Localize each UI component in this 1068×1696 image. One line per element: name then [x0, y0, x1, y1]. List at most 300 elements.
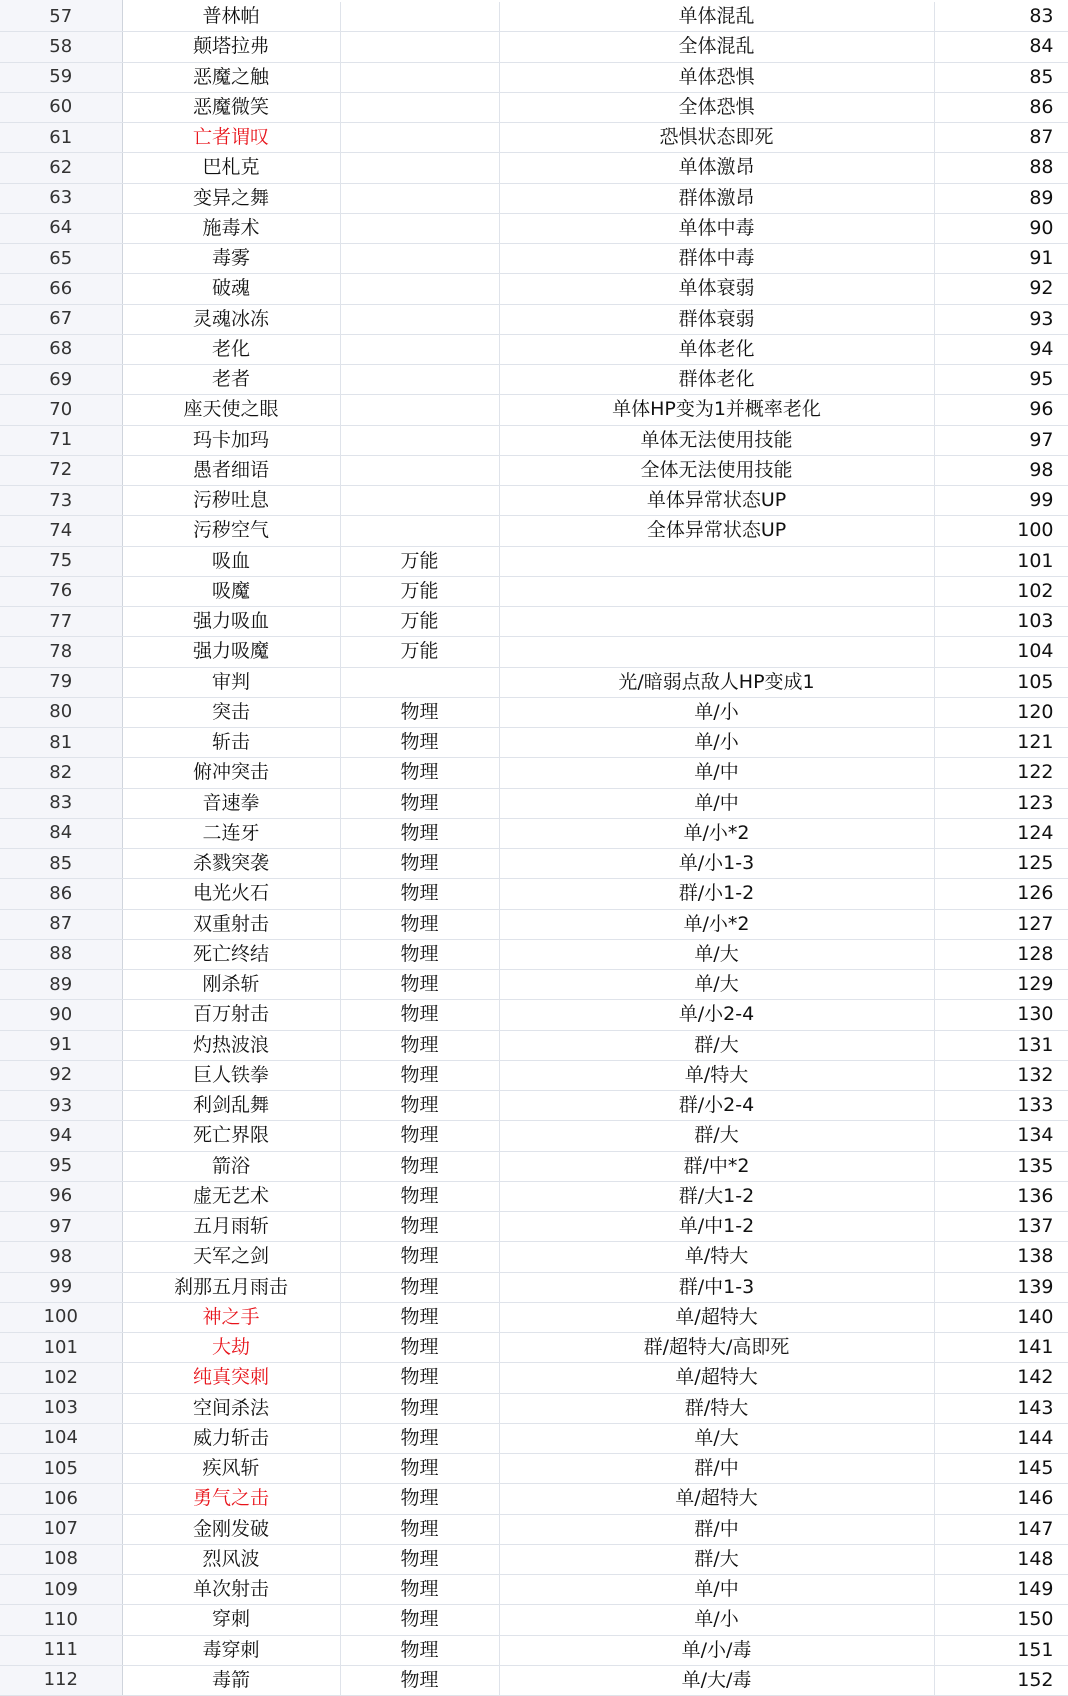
skill-effect-cell[interactable]: 群/大 — [499, 1030, 934, 1060]
skill-id-cell[interactable]: 135 — [934, 1151, 1068, 1181]
skill-effect-cell[interactable]: 单/小2-4 — [499, 1000, 934, 1030]
row-number[interactable]: 98 — [0, 1242, 122, 1272]
table-row[interactable] — [0, 1605, 1068, 1635]
skill-name-cell[interactable]: 疾风斩 — [122, 1454, 340, 1484]
skill-id-cell[interactable]: 99 — [934, 486, 1068, 516]
table-row[interactable] — [0, 2, 1068, 32]
skill-name-cell[interactable]: 巴札克 — [122, 153, 340, 183]
skill-type-cell[interactable] — [340, 304, 499, 334]
row-number[interactable]: 101 — [0, 1333, 122, 1363]
skill-type-cell[interactable]: 物理 — [340, 1030, 499, 1060]
skill-effect-cell[interactable]: 群体老化 — [499, 365, 934, 395]
skill-id-cell[interactable]: 129 — [934, 970, 1068, 1000]
skill-type-cell[interactable]: 物理 — [340, 879, 499, 909]
skill-id-cell[interactable]: 145 — [934, 1454, 1068, 1484]
skill-type-cell[interactable]: 物理 — [340, 818, 499, 848]
skill-id-cell[interactable]: 137 — [934, 1212, 1068, 1242]
row-number[interactable]: 61 — [0, 123, 122, 153]
skill-id-cell[interactable]: 104 — [934, 637, 1068, 667]
skill-type-cell[interactable] — [340, 455, 499, 485]
row-number[interactable]: 103 — [0, 1393, 122, 1423]
skill-effect-cell[interactable]: 群/中 — [499, 1514, 934, 1544]
skill-name-cell[interactable]: 普林帕 — [122, 2, 340, 32]
table-row[interactable] — [0, 1060, 1068, 1090]
skill-id-cell[interactable]: 126 — [934, 879, 1068, 909]
skill-id-cell[interactable]: 147 — [934, 1514, 1068, 1544]
skill-name-cell[interactable]: 勇气之击 — [122, 1484, 340, 1514]
skill-effect-cell[interactable]: 群体中毒 — [499, 244, 934, 274]
table-row[interactable] — [0, 1635, 1068, 1665]
skill-id-cell[interactable]: 140 — [934, 1302, 1068, 1332]
table-row[interactable] — [0, 455, 1068, 485]
skill-id-cell[interactable]: 95 — [934, 365, 1068, 395]
skill-type-cell[interactable] — [340, 365, 499, 395]
skill-name-cell[interactable]: 俯冲突击 — [122, 758, 340, 788]
skill-effect-cell[interactable]: 群体衰弱 — [499, 304, 934, 334]
skill-name-cell[interactable]: 百万射击 — [122, 1000, 340, 1030]
skill-effect-cell[interactable]: 单/小*2 — [499, 818, 934, 848]
skill-id-cell[interactable]: 130 — [934, 1000, 1068, 1030]
skill-effect-cell[interactable]: 单/特大 — [499, 1242, 934, 1272]
row-number[interactable]: 86 — [0, 879, 122, 909]
row-number[interactable]: 110 — [0, 1605, 122, 1635]
skill-id-cell[interactable]: 127 — [934, 909, 1068, 939]
row-number[interactable]: 92 — [0, 1060, 122, 1090]
skill-name-cell[interactable]: 污秽空气 — [122, 516, 340, 546]
skill-effect-cell[interactable]: 群/超特大/高即死 — [499, 1333, 934, 1363]
skill-id-cell[interactable]: 123 — [934, 788, 1068, 818]
skill-name-cell[interactable]: 五月雨斩 — [122, 1212, 340, 1242]
skill-effect-cell[interactable]: 单体恐惧 — [499, 62, 934, 92]
row-number[interactable]: 96 — [0, 1181, 122, 1211]
skill-id-cell[interactable]: 121 — [934, 728, 1068, 758]
skill-effect-cell[interactable]: 单/大 — [499, 970, 934, 1000]
skill-id-cell[interactable]: 149 — [934, 1575, 1068, 1605]
table-row[interactable] — [0, 153, 1068, 183]
table-row[interactable] — [0, 1484, 1068, 1514]
skill-effect-cell[interactable]: 光/暗弱点敌人HP变成1 — [499, 667, 934, 697]
row-number[interactable]: 73 — [0, 486, 122, 516]
row-number[interactable]: 87 — [0, 909, 122, 939]
table-row[interactable] — [0, 637, 1068, 667]
table-row[interactable] — [0, 62, 1068, 92]
skill-id-cell[interactable]: 93 — [934, 304, 1068, 334]
skill-id-cell[interactable]: 89 — [934, 183, 1068, 213]
skill-type-cell[interactable]: 物理 — [340, 1302, 499, 1332]
row-number[interactable]: 89 — [0, 970, 122, 1000]
skill-effect-cell[interactable]: 单体混乱 — [499, 2, 934, 32]
skill-id-cell[interactable]: 152 — [934, 1665, 1068, 1695]
table-row[interactable] — [0, 758, 1068, 788]
skill-id-cell[interactable]: 124 — [934, 818, 1068, 848]
skill-effect-cell[interactable]: 单体中毒 — [499, 213, 934, 243]
table-row[interactable] — [0, 1363, 1068, 1393]
table-row[interactable] — [0, 1151, 1068, 1181]
table-row[interactable] — [0, 1544, 1068, 1574]
table-row[interactable] — [0, 1575, 1068, 1605]
row-number[interactable]: 67 — [0, 304, 122, 334]
skill-id-cell[interactable]: 125 — [934, 849, 1068, 879]
skill-id-cell[interactable]: 88 — [934, 153, 1068, 183]
skill-type-cell[interactable]: 万能 — [340, 637, 499, 667]
table-row[interactable] — [0, 183, 1068, 213]
skill-name-cell[interactable]: 强力吸魔 — [122, 637, 340, 667]
table-row[interactable] — [0, 123, 1068, 153]
table-row[interactable] — [0, 607, 1068, 637]
skill-type-cell[interactable]: 物理 — [340, 909, 499, 939]
skill-effect-cell[interactable] — [499, 576, 934, 606]
skill-effect-cell[interactable]: 单/小 — [499, 728, 934, 758]
skill-effect-cell[interactable]: 群/中*2 — [499, 1151, 934, 1181]
skill-name-cell[interactable]: 利剑乱舞 — [122, 1091, 340, 1121]
row-number[interactable]: 72 — [0, 455, 122, 485]
skill-type-cell[interactable] — [340, 92, 499, 122]
skill-id-cell[interactable]: 136 — [934, 1181, 1068, 1211]
row-number[interactable]: 81 — [0, 728, 122, 758]
skill-id-cell[interactable]: 150 — [934, 1605, 1068, 1635]
skill-name-cell[interactable]: 强力吸血 — [122, 607, 340, 637]
skill-name-cell[interactable]: 电光火石 — [122, 879, 340, 909]
row-number[interactable]: 111 — [0, 1635, 122, 1665]
skill-effect-cell[interactable]: 单体无法使用技能 — [499, 425, 934, 455]
table-row[interactable] — [0, 697, 1068, 727]
skill-type-cell[interactable]: 物理 — [340, 1181, 499, 1211]
skill-type-cell[interactable]: 物理 — [340, 1272, 499, 1302]
skill-type-cell[interactable]: 物理 — [340, 1635, 499, 1665]
table-row[interactable] — [0, 274, 1068, 304]
skill-name-cell[interactable]: 死亡终结 — [122, 939, 340, 969]
table-row[interactable] — [0, 818, 1068, 848]
row-number[interactable]: 60 — [0, 92, 122, 122]
row-number[interactable]: 79 — [0, 667, 122, 697]
skill-id-cell[interactable]: 146 — [934, 1484, 1068, 1514]
row-number[interactable]: 75 — [0, 546, 122, 576]
skill-name-cell[interactable]: 金刚发破 — [122, 1514, 340, 1544]
skill-effect-cell[interactable]: 单/大 — [499, 939, 934, 969]
skill-type-cell[interactable] — [340, 395, 499, 425]
skill-name-cell[interactable]: 玛卡加玛 — [122, 425, 340, 455]
table-row[interactable] — [0, 576, 1068, 606]
skill-type-cell[interactable]: 物理 — [340, 758, 499, 788]
table-row[interactable] — [0, 546, 1068, 576]
skill-effect-cell[interactable]: 单体老化 — [499, 334, 934, 364]
row-number[interactable]: 97 — [0, 1212, 122, 1242]
table-row[interactable] — [0, 1423, 1068, 1453]
skill-effect-cell[interactable]: 群/中 — [499, 1454, 934, 1484]
row-number[interactable]: 80 — [0, 697, 122, 727]
skill-id-cell[interactable]: 142 — [934, 1363, 1068, 1393]
row-number[interactable]: 62 — [0, 153, 122, 183]
skill-name-cell[interactable]: 变异之舞 — [122, 183, 340, 213]
row-number[interactable]: 105 — [0, 1454, 122, 1484]
skill-type-cell[interactable]: 万能 — [340, 546, 499, 576]
row-number[interactable]: 94 — [0, 1121, 122, 1151]
skill-id-cell[interactable]: 98 — [934, 455, 1068, 485]
skill-effect-cell[interactable]: 单体激昂 — [499, 153, 934, 183]
skill-type-cell[interactable]: 物理 — [340, 1393, 499, 1423]
skill-id-cell[interactable]: 92 — [934, 274, 1068, 304]
skill-type-cell[interactable]: 物理 — [340, 1575, 499, 1605]
table-row[interactable] — [0, 1212, 1068, 1242]
row-number[interactable]: 59 — [0, 62, 122, 92]
skill-effect-cell[interactable]: 单/特大 — [499, 1060, 934, 1090]
skill-effect-cell[interactable]: 群/大1-2 — [499, 1181, 934, 1211]
skill-name-cell[interactable]: 恶魔之触 — [122, 62, 340, 92]
table-row[interactable] — [0, 1121, 1068, 1151]
skill-type-cell[interactable]: 物理 — [340, 1363, 499, 1393]
skill-type-cell[interactable]: 物理 — [340, 1121, 499, 1151]
skill-id-cell[interactable]: 144 — [934, 1423, 1068, 1453]
skill-name-cell[interactable]: 烈风波 — [122, 1544, 340, 1574]
skill-effect-cell[interactable]: 单/中 — [499, 1575, 934, 1605]
table-row[interactable] — [0, 939, 1068, 969]
skill-effect-cell[interactable]: 群/中1-3 — [499, 1272, 934, 1302]
skill-type-cell[interactable] — [340, 153, 499, 183]
skill-type-cell[interactable] — [340, 213, 499, 243]
skill-type-cell[interactable]: 物理 — [340, 788, 499, 818]
row-number[interactable]: 65 — [0, 244, 122, 274]
skill-type-cell[interactable]: 物理 — [340, 728, 499, 758]
skill-name-cell[interactable]: 污秽吐息 — [122, 486, 340, 516]
row-number[interactable]: 99 — [0, 1272, 122, 1302]
skill-name-cell[interactable]: 老化 — [122, 334, 340, 364]
row-number[interactable]: 112 — [0, 1665, 122, 1695]
row-number[interactable]: 64 — [0, 213, 122, 243]
skill-id-cell[interactable]: 138 — [934, 1242, 1068, 1272]
skill-type-cell[interactable] — [340, 62, 499, 92]
skill-name-cell[interactable]: 刹那五月雨击 — [122, 1272, 340, 1302]
skill-type-cell[interactable]: 物理 — [340, 849, 499, 879]
skill-id-cell[interactable]: 96 — [934, 395, 1068, 425]
row-number[interactable]: 74 — [0, 516, 122, 546]
skill-type-cell[interactable]: 物理 — [340, 1212, 499, 1242]
table-row[interactable] — [0, 1242, 1068, 1272]
skill-type-cell[interactable] — [340, 274, 499, 304]
skill-type-cell[interactable]: 物理 — [340, 1454, 499, 1484]
table-row[interactable] — [0, 1030, 1068, 1060]
row-number[interactable]: 69 — [0, 365, 122, 395]
skill-name-cell[interactable]: 穿刺 — [122, 1605, 340, 1635]
skill-id-cell[interactable]: 122 — [934, 758, 1068, 788]
skill-effect-cell[interactable] — [499, 607, 934, 637]
skill-effect-cell[interactable]: 单体HP变为1并概率老化 — [499, 395, 934, 425]
row-number[interactable]: 63 — [0, 183, 122, 213]
skill-type-cell[interactable]: 物理 — [340, 1060, 499, 1090]
skill-name-cell[interactable]: 天军之剑 — [122, 1242, 340, 1272]
table-row[interactable] — [0, 1514, 1068, 1544]
skill-name-cell[interactable]: 空间杀法 — [122, 1393, 340, 1423]
skill-type-cell[interactable]: 物理 — [340, 1091, 499, 1121]
skill-name-cell[interactable]: 虚无艺术 — [122, 1181, 340, 1211]
skill-type-cell[interactable]: 物理 — [340, 1544, 499, 1574]
table-row[interactable] — [0, 849, 1068, 879]
skill-name-cell[interactable]: 箭浴 — [122, 1151, 340, 1181]
row-number[interactable]: 58 — [0, 32, 122, 62]
skill-name-cell[interactable]: 音速拳 — [122, 788, 340, 818]
skill-name-cell[interactable]: 刚杀斩 — [122, 970, 340, 1000]
skill-name-cell[interactable]: 死亡界限 — [122, 1121, 340, 1151]
skill-name-cell[interactable]: 恶魔微笑 — [122, 92, 340, 122]
skill-name-cell[interactable]: 颠塔拉弗 — [122, 32, 340, 62]
skill-type-cell[interactable]: 万能 — [340, 576, 499, 606]
skill-effect-cell[interactable]: 单/小1-3 — [499, 849, 934, 879]
skill-id-cell[interactable]: 120 — [934, 697, 1068, 727]
skill-effect-cell[interactable]: 全体恐惧 — [499, 92, 934, 122]
skill-id-cell[interactable]: 105 — [934, 667, 1068, 697]
skill-type-cell[interactable]: 物理 — [340, 1665, 499, 1695]
skill-effect-cell[interactable]: 群/小2-4 — [499, 1091, 934, 1121]
skill-effect-cell[interactable]: 单/大 — [499, 1423, 934, 1453]
row-number[interactable]: 82 — [0, 758, 122, 788]
skill-effect-cell[interactable]: 单/小 — [499, 1605, 934, 1635]
skill-id-cell[interactable]: 101 — [934, 546, 1068, 576]
skill-id-cell[interactable]: 103 — [934, 607, 1068, 637]
skill-name-cell[interactable]: 毒雾 — [122, 244, 340, 274]
row-number[interactable]: 68 — [0, 334, 122, 364]
skill-type-cell[interactable] — [340, 516, 499, 546]
skill-type-cell[interactable] — [340, 667, 499, 697]
row-number[interactable]: 78 — [0, 637, 122, 667]
skill-id-cell[interactable]: 141 — [934, 1333, 1068, 1363]
row-number[interactable]: 88 — [0, 939, 122, 969]
row-number[interactable]: 100 — [0, 1302, 122, 1332]
skill-effect-cell[interactable]: 群/小1-2 — [499, 879, 934, 909]
skill-id-cell[interactable]: 131 — [934, 1030, 1068, 1060]
skill-name-cell[interactable]: 吸血 — [122, 546, 340, 576]
table-row[interactable] — [0, 92, 1068, 122]
table-row[interactable] — [0, 1272, 1068, 1302]
skill-effect-cell[interactable]: 单/小/毒 — [499, 1635, 934, 1665]
skill-type-cell[interactable]: 物理 — [340, 1151, 499, 1181]
skill-id-cell[interactable]: 90 — [934, 213, 1068, 243]
skill-type-cell[interactable]: 万能 — [340, 607, 499, 637]
table-row[interactable] — [0, 1333, 1068, 1363]
skill-name-cell[interactable]: 二连牙 — [122, 818, 340, 848]
skill-name-cell[interactable]: 巨人铁拳 — [122, 1060, 340, 1090]
skill-effect-cell[interactable]: 群/大 — [499, 1544, 934, 1574]
table-row[interactable] — [0, 909, 1068, 939]
skill-name-cell[interactable]: 威力斩击 — [122, 1423, 340, 1453]
table-row[interactable] — [0, 879, 1068, 909]
skill-type-cell[interactable] — [340, 425, 499, 455]
skill-effect-cell[interactable]: 单/大/毒 — [499, 1665, 934, 1695]
table-row[interactable] — [0, 244, 1068, 274]
skill-id-cell[interactable]: 86 — [934, 92, 1068, 122]
skill-type-cell[interactable] — [340, 486, 499, 516]
skill-effect-cell[interactable]: 群/特大 — [499, 1393, 934, 1423]
skill-name-cell[interactable]: 破魂 — [122, 274, 340, 304]
table-row[interactable] — [0, 1302, 1068, 1332]
skill-name-cell[interactable]: 单次射击 — [122, 1575, 340, 1605]
skill-name-cell[interactable]: 双重射击 — [122, 909, 340, 939]
skill-name-cell[interactable]: 突击 — [122, 697, 340, 727]
table-row[interactable] — [0, 1454, 1068, 1484]
table-row[interactable] — [0, 425, 1068, 455]
skill-effect-cell[interactable]: 单/超特大 — [499, 1302, 934, 1332]
skill-id-cell[interactable]: 102 — [934, 576, 1068, 606]
skill-effect-cell[interactable] — [499, 546, 934, 576]
skill-type-cell[interactable]: 物理 — [340, 1000, 499, 1030]
skill-type-cell[interactable] — [340, 2, 499, 32]
skill-name-cell[interactable]: 神之手 — [122, 1302, 340, 1332]
row-number[interactable]: 104 — [0, 1423, 122, 1453]
skill-type-cell[interactable] — [340, 123, 499, 153]
skill-name-cell[interactable]: 斩击 — [122, 728, 340, 758]
row-number[interactable]: 66 — [0, 274, 122, 304]
skill-type-cell[interactable]: 物理 — [340, 970, 499, 1000]
skill-id-cell[interactable]: 148 — [934, 1544, 1068, 1574]
skill-effect-cell[interactable]: 单/超特大 — [499, 1363, 934, 1393]
row-number[interactable]: 70 — [0, 395, 122, 425]
skill-id-cell[interactable]: 83 — [934, 2, 1068, 32]
skill-effect-cell[interactable]: 恐惧状态即死 — [499, 123, 934, 153]
skill-type-cell[interactable]: 物理 — [340, 1333, 499, 1363]
row-number[interactable]: 90 — [0, 1000, 122, 1030]
row-number[interactable]: 106 — [0, 1484, 122, 1514]
skill-name-cell[interactable]: 灵魂冰冻 — [122, 304, 340, 334]
skill-name-cell[interactable]: 纯真突刺 — [122, 1363, 340, 1393]
skill-type-cell[interactable]: 物理 — [340, 939, 499, 969]
skill-type-cell[interactable]: 物理 — [340, 1514, 499, 1544]
skill-id-cell[interactable]: 139 — [934, 1272, 1068, 1302]
table-row[interactable] — [0, 365, 1068, 395]
skill-id-cell[interactable]: 134 — [934, 1121, 1068, 1151]
row-number[interactable]: 107 — [0, 1514, 122, 1544]
skill-effect-cell[interactable]: 全体混乱 — [499, 32, 934, 62]
table-row[interactable] — [0, 667, 1068, 697]
skill-effect-cell[interactable]: 单/小*2 — [499, 909, 934, 939]
skill-name-cell[interactable]: 亡者谓叹 — [122, 123, 340, 153]
table-row[interactable] — [0, 1393, 1068, 1423]
table-row[interactable] — [0, 1091, 1068, 1121]
table-row[interactable] — [0, 516, 1068, 546]
table-row[interactable] — [0, 1181, 1068, 1211]
skill-effect-cell[interactable]: 单体异常状态UP — [499, 486, 934, 516]
skill-id-cell[interactable]: 91 — [934, 244, 1068, 274]
table-row[interactable] — [0, 788, 1068, 818]
table-row[interactable] — [0, 395, 1068, 425]
skill-effect-cell[interactable]: 单/超特大 — [499, 1484, 934, 1514]
skill-name-cell[interactable]: 老者 — [122, 365, 340, 395]
skill-type-cell[interactable]: 物理 — [340, 1484, 499, 1514]
skill-id-cell[interactable]: 132 — [934, 1060, 1068, 1090]
skill-effect-cell[interactable]: 单/小 — [499, 697, 934, 727]
table-row[interactable] — [0, 728, 1068, 758]
row-number[interactable]: 85 — [0, 849, 122, 879]
skill-id-cell[interactable]: 100 — [934, 516, 1068, 546]
skill-id-cell[interactable]: 84 — [934, 32, 1068, 62]
row-number[interactable]: 83 — [0, 788, 122, 818]
skill-type-cell[interactable] — [340, 334, 499, 364]
table-row[interactable] — [0, 970, 1068, 1000]
skill-effect-cell[interactable]: 全体异常状态UP — [499, 516, 934, 546]
skill-id-cell[interactable]: 97 — [934, 425, 1068, 455]
row-number[interactable]: 108 — [0, 1544, 122, 1574]
skill-effect-cell[interactable]: 单/中1-2 — [499, 1212, 934, 1242]
skill-name-cell[interactable]: 吸魔 — [122, 576, 340, 606]
skill-type-cell[interactable]: 物理 — [340, 1605, 499, 1635]
row-number[interactable]: 109 — [0, 1575, 122, 1605]
table-row[interactable] — [0, 213, 1068, 243]
skill-type-cell[interactable]: 物理 — [340, 1423, 499, 1453]
skill-effect-cell[interactable]: 单/中 — [499, 788, 934, 818]
skill-effect-cell[interactable] — [499, 637, 934, 667]
skill-name-cell[interactable]: 毒穿刺 — [122, 1635, 340, 1665]
skill-effect-cell[interactable]: 群体激昂 — [499, 183, 934, 213]
row-number[interactable]: 93 — [0, 1091, 122, 1121]
table-row[interactable] — [0, 1665, 1068, 1695]
skill-type-cell[interactable] — [340, 32, 499, 62]
